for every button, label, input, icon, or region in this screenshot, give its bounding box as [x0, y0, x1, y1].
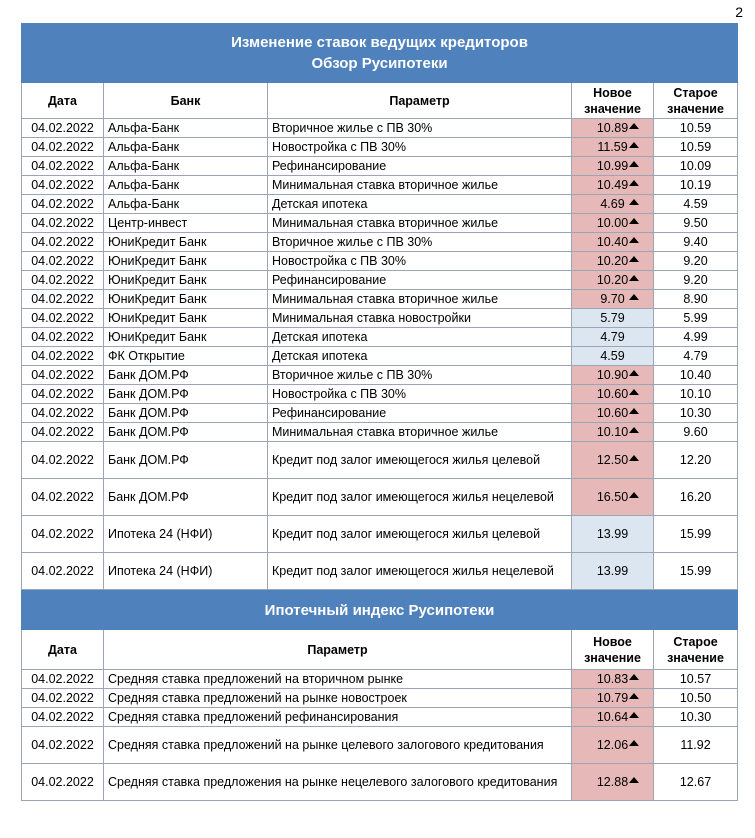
- new-value: 10.64: [596, 710, 629, 724]
- section1-title-line1: Изменение ставок ведущих кредиторов: [231, 34, 528, 51]
- date-cell: 04.02.2022: [22, 689, 104, 708]
- table-row: [22, 157, 738, 176]
- old-value-cell: 4.79: [654, 347, 738, 366]
- section1-banner: [22, 24, 738, 83]
- old-value-cell: 11.92: [654, 727, 738, 764]
- increase-arrow-icon: [629, 161, 639, 167]
- bank-cell: Банк ДОМ.РФ: [104, 479, 268, 516]
- new-value: 10.79: [596, 691, 629, 705]
- increase-arrow-icon: [629, 142, 639, 148]
- new-value-cell: [572, 252, 654, 271]
- param-cell: Минимальная ставка вторичное жилье: [268, 214, 572, 233]
- date-cell: 04.02.2022: [22, 347, 104, 366]
- increase-arrow-icon: [629, 218, 639, 224]
- bank-cell: Альфа-Банк: [104, 119, 268, 138]
- new-value-cell: [572, 195, 654, 214]
- date-cell: 04.02.2022: [22, 328, 104, 347]
- date-cell: 04.02.2022: [22, 764, 104, 801]
- lenders-rates-table: [21, 23, 738, 590]
- param-cell: Рефинансирование: [268, 404, 572, 423]
- old-value-cell: 16.20: [654, 479, 738, 516]
- new-value: 10.60: [596, 406, 629, 420]
- new-value: 10.40: [596, 235, 629, 249]
- increase-arrow-icon: [629, 408, 639, 414]
- new-value-cell: [572, 366, 654, 385]
- table-row: [22, 271, 738, 290]
- new-value-cell: [572, 670, 654, 689]
- bank-cell: Центр-инвест: [104, 214, 268, 233]
- param-cell: Средняя ставка предложений рефинансирования: [104, 708, 572, 727]
- new-value: 13.99: [596, 564, 629, 578]
- new-value-cell: [572, 309, 654, 328]
- table-row: [22, 290, 738, 309]
- new-value-cell: [572, 423, 654, 442]
- date-cell: 04.02.2022: [22, 271, 104, 290]
- param-cell: Средняя ставка предложений на рынке новостроек: [104, 689, 572, 708]
- rates-sheet: [21, 23, 737, 801]
- new-value: 10.20: [596, 254, 629, 268]
- new-value-cell: [572, 442, 654, 479]
- param-cell: Средняя ставка предложений на вторичном рынке: [104, 670, 572, 689]
- old-value-cell: 10.30: [654, 708, 738, 727]
- new-value: 10.89: [596, 121, 629, 135]
- bank-cell: Банк ДОМ.РФ: [104, 442, 268, 479]
- increase-arrow-icon: [629, 712, 639, 718]
- new-value: 12.50: [596, 453, 629, 467]
- bank-cell: Ипотека 24 (НФИ): [104, 553, 268, 590]
- old-value-cell: 10.19: [654, 176, 738, 195]
- bank-cell: Банк ДОМ.РФ: [104, 366, 268, 385]
- date-cell: 04.02.2022: [22, 423, 104, 442]
- table-row: [22, 233, 738, 252]
- param-cell: Минимальная ставка вторичное жилье: [268, 290, 572, 309]
- new-value: 4.69: [600, 197, 625, 211]
- table-row: [22, 689, 738, 708]
- section2-banner: Ипотечный индекс Русипотеки: [22, 591, 738, 630]
- bank-cell: Альфа-Банк: [104, 195, 268, 214]
- date-cell: 04.02.2022: [22, 119, 104, 138]
- new-value: 10.99: [596, 159, 629, 173]
- header-old-value: Старое значение: [654, 83, 738, 119]
- param-cell: Кредит под залог имеющегося жилья нецелевой: [268, 553, 572, 590]
- bank-cell: Альфа-Банк: [104, 176, 268, 195]
- param-cell: Новостройка с ПВ 30%: [268, 138, 572, 157]
- param-cell: Вторичное жилье с ПВ 30%: [268, 119, 572, 138]
- increase-arrow-icon: [629, 674, 639, 680]
- new-value-cell: [572, 138, 654, 157]
- date-cell: 04.02.2022: [22, 670, 104, 689]
- increase-arrow-icon: [629, 370, 639, 376]
- increase-arrow-icon: [629, 389, 639, 395]
- new-value-cell: [572, 516, 654, 553]
- old-value-cell: 10.10: [654, 385, 738, 404]
- param-cell: Вторичное жилье с ПВ 30%: [268, 233, 572, 252]
- increase-arrow-icon: [629, 740, 639, 746]
- bank-cell: ЮниКредит Банк: [104, 252, 268, 271]
- mortgage-index-table: [21, 590, 738, 801]
- date-cell: 04.02.2022: [22, 708, 104, 727]
- new-value-cell: [572, 479, 654, 516]
- bank-cell: ЮниКредит Банк: [104, 290, 268, 309]
- param-cell: Средняя ставка предложения на рынке нецелевого залогового кредитования: [104, 764, 572, 801]
- header-bank: Банк: [104, 83, 268, 119]
- new-value-cell: [572, 328, 654, 347]
- old-value-cell: 9.20: [654, 271, 738, 290]
- new-value: 12.88: [596, 775, 629, 789]
- table-row: [22, 553, 738, 590]
- new-value: 16.50: [596, 490, 629, 504]
- param-cell: Новостройка с ПВ 30%: [268, 252, 572, 271]
- table-row: [22, 764, 738, 801]
- table-row: [22, 195, 738, 214]
- date-cell: 04.02.2022: [22, 233, 104, 252]
- date-cell: 04.02.2022: [22, 157, 104, 176]
- new-value-cell: [572, 290, 654, 309]
- old-value-cell: 9.60: [654, 423, 738, 442]
- date-cell: 04.02.2022: [22, 290, 104, 309]
- increase-arrow-icon: [629, 180, 639, 186]
- bank-cell: ФК Открытие: [104, 347, 268, 366]
- param-cell: Детская ипотека: [268, 347, 572, 366]
- new-value: 10.20: [596, 273, 629, 287]
- date-cell: 04.02.2022: [22, 404, 104, 423]
- new-value: 10.10: [596, 425, 629, 439]
- old-value-cell: 4.59: [654, 195, 738, 214]
- old-value-cell: 15.99: [654, 516, 738, 553]
- new-value-cell: [572, 233, 654, 252]
- old-value-cell: 9.20: [654, 252, 738, 271]
- index-header-param: Параметр: [104, 630, 572, 670]
- table-row: [22, 252, 738, 271]
- increase-arrow-icon: [629, 123, 639, 129]
- header-date: Дата: [22, 83, 104, 119]
- bank-cell: ЮниКредит Банк: [104, 328, 268, 347]
- table-row: [22, 347, 738, 366]
- increase-arrow-icon: [629, 455, 639, 461]
- old-value-cell: 10.40: [654, 366, 738, 385]
- date-cell: 04.02.2022: [22, 553, 104, 590]
- index-header-new-value: Новое значение: [572, 630, 654, 670]
- bank-cell: Ипотека 24 (НФИ): [104, 516, 268, 553]
- bank-cell: ЮниКредит Банк: [104, 271, 268, 290]
- table-row: [22, 366, 738, 385]
- old-value-cell: 12.20: [654, 442, 738, 479]
- increase-arrow-icon: [629, 199, 639, 205]
- old-value-cell: 8.90: [654, 290, 738, 309]
- param-cell: Минимальная ставка вторичное жилье: [268, 423, 572, 442]
- table-row: [22, 479, 738, 516]
- header-new-value: Новое значение: [572, 83, 654, 119]
- old-value-cell: 5.99: [654, 309, 738, 328]
- section2-body: [22, 670, 738, 801]
- increase-arrow-icon: [629, 237, 639, 243]
- new-value-cell: [572, 727, 654, 764]
- old-value-cell: 10.09: [654, 157, 738, 176]
- old-value-cell: 15.99: [654, 553, 738, 590]
- param-cell: Кредит под залог имеющегося жилья целевой: [268, 442, 572, 479]
- old-value-cell: 10.50: [654, 689, 738, 708]
- increase-arrow-icon: [629, 427, 639, 433]
- new-value-cell: [572, 119, 654, 138]
- new-value: 13.99: [596, 527, 629, 541]
- bank-cell: ЮниКредит Банк: [104, 309, 268, 328]
- table-row: [22, 309, 738, 328]
- new-value-cell: [572, 271, 654, 290]
- param-cell: Новостройка с ПВ 30%: [268, 385, 572, 404]
- old-value-cell: 9.40: [654, 233, 738, 252]
- bank-cell: Альфа-Банк: [104, 157, 268, 176]
- section1-title-line2: Обзор Русипотеки: [311, 55, 448, 72]
- new-value-cell: [572, 385, 654, 404]
- table-row: [22, 404, 738, 423]
- date-cell: 04.02.2022: [22, 176, 104, 195]
- old-value-cell: 10.59: [654, 119, 738, 138]
- new-value-cell: [572, 553, 654, 590]
- table-row: [22, 214, 738, 233]
- param-cell: Детская ипотека: [268, 195, 572, 214]
- old-value-cell: 12.67: [654, 764, 738, 801]
- increase-arrow-icon: [629, 492, 639, 498]
- new-value-cell: [572, 176, 654, 195]
- new-value: 9.70: [600, 292, 625, 306]
- old-value-cell: 10.57: [654, 670, 738, 689]
- new-value-cell: [572, 214, 654, 233]
- table-row: [22, 385, 738, 404]
- param-cell: Детская ипотека: [268, 328, 572, 347]
- increase-arrow-icon: [629, 693, 639, 699]
- table-row: [22, 727, 738, 764]
- new-value: 4.59: [600, 349, 625, 363]
- page-number: 2: [735, 4, 743, 20]
- date-cell: 04.02.2022: [22, 442, 104, 479]
- new-value: 12.06: [596, 738, 629, 752]
- new-value-cell: [572, 404, 654, 423]
- table-row: [22, 516, 738, 553]
- param-cell: Минимальная ставка новостройки: [268, 309, 572, 328]
- increase-arrow-icon: [629, 275, 639, 281]
- bank-cell: ЮниКредит Банк: [104, 233, 268, 252]
- table-row: [22, 176, 738, 195]
- date-cell: 04.02.2022: [22, 214, 104, 233]
- bank-cell: Альфа-Банк: [104, 138, 268, 157]
- table-row: [22, 328, 738, 347]
- date-cell: 04.02.2022: [22, 366, 104, 385]
- old-value-cell: 10.30: [654, 404, 738, 423]
- bank-cell: Банк ДОМ.РФ: [104, 385, 268, 404]
- param-cell: Рефинансирование: [268, 271, 572, 290]
- increase-arrow-icon: [629, 294, 639, 300]
- bank-cell: Банк ДОМ.РФ: [104, 423, 268, 442]
- new-value: 10.83: [596, 672, 629, 686]
- new-value: 10.90: [596, 368, 629, 382]
- new-value: 10.00: [596, 216, 629, 230]
- new-value-cell: [572, 347, 654, 366]
- new-value-cell: [572, 157, 654, 176]
- param-cell: Минимальная ставка вторичное жилье: [268, 176, 572, 195]
- param-cell: Кредит под залог имеющегося жилья целевой: [268, 516, 572, 553]
- param-cell: Рефинансирование: [268, 157, 572, 176]
- old-value-cell: 10.59: [654, 138, 738, 157]
- date-cell: 04.02.2022: [22, 727, 104, 764]
- table-row: [22, 708, 738, 727]
- new-value: 11.59: [597, 140, 628, 154]
- increase-arrow-icon: [629, 777, 639, 783]
- new-value: 4.79: [600, 330, 625, 344]
- section1-body: [22, 119, 738, 590]
- new-value: 10.49: [596, 178, 629, 192]
- date-cell: 04.02.2022: [22, 309, 104, 328]
- table-row: [22, 670, 738, 689]
- date-cell: 04.02.2022: [22, 516, 104, 553]
- new-value: 10.60: [596, 387, 629, 401]
- table-row: [22, 423, 738, 442]
- new-value-cell: [572, 689, 654, 708]
- param-cell: Вторичное жилье с ПВ 30%: [268, 366, 572, 385]
- table-row: [22, 138, 738, 157]
- param-cell: Средняя ставка предложений на рынке целевого залогового кредитования: [104, 727, 572, 764]
- table-row: [22, 442, 738, 479]
- old-value-cell: 9.50: [654, 214, 738, 233]
- table-row: [22, 119, 738, 138]
- bank-cell: Банк ДОМ.РФ: [104, 404, 268, 423]
- param-cell: Кредит под залог имеющегося жилья нецелевой: [268, 479, 572, 516]
- increase-arrow-icon: [629, 256, 639, 262]
- date-cell: 04.02.2022: [22, 252, 104, 271]
- index-header-date: Дата: [22, 630, 104, 670]
- new-value-cell: [572, 764, 654, 801]
- date-cell: 04.02.2022: [22, 385, 104, 404]
- new-value-cell: [572, 708, 654, 727]
- date-cell: 04.02.2022: [22, 195, 104, 214]
- date-cell: 04.02.2022: [22, 138, 104, 157]
- index-header-old-value: Старое значение: [654, 630, 738, 670]
- new-value: 5.79: [600, 311, 625, 325]
- header-param: Параметр: [268, 83, 572, 119]
- date-cell: 04.02.2022: [22, 479, 104, 516]
- old-value-cell: 4.99: [654, 328, 738, 347]
